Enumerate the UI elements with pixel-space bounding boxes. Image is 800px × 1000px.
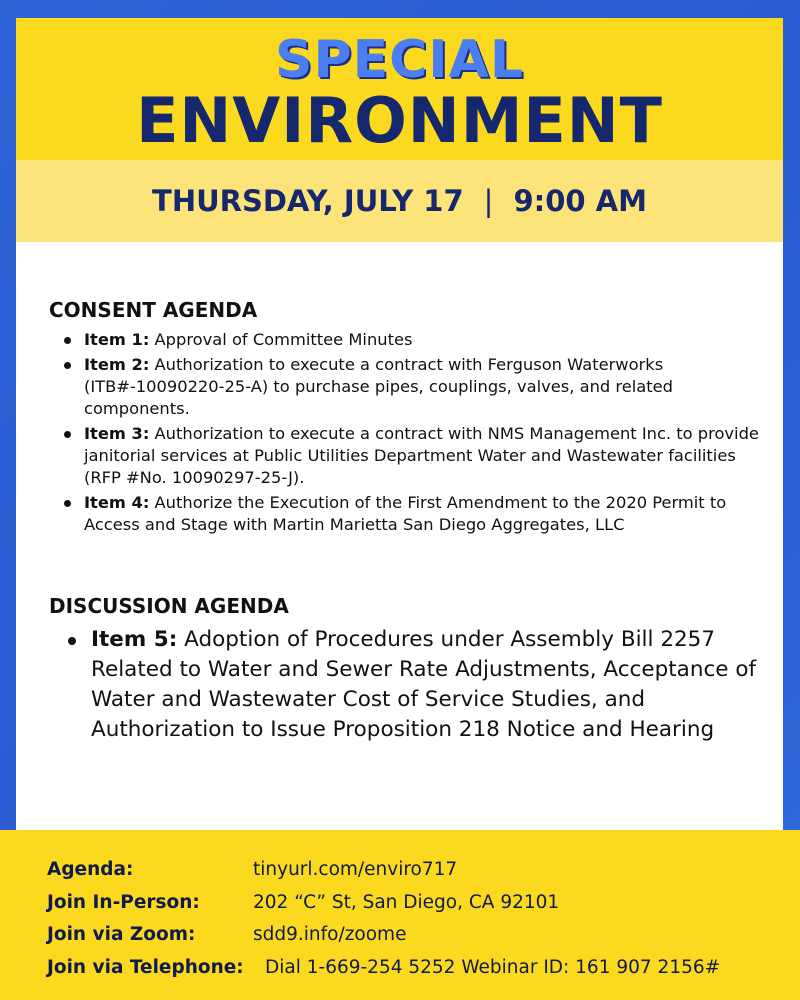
agenda-item-4: [64, 492, 764, 536]
agenda-content: [16, 242, 783, 830]
zoom-link[interactable]: sdd9.info/zoome: [253, 924, 407, 945]
agenda-item-text: Adoption of Procedures under Assembly Bill 2257 Related to Water and Sewer Rate Adjustments, Acceptance of Water and Wastewater Cost of Service Studies, and Authorization to Issue Proposition 218 Notice and Hearing: [91, 627, 757, 742]
in-person-label: Join In-Person:: [47, 892, 200, 913]
agenda-item-text: Authorize the Execution of the First Amendment to the 2020 Permit to Access and Stage with Martin Marietta San Diego Aggregates, LLC: [84, 493, 727, 534]
agenda-item-1: [64, 329, 764, 351]
agenda-item-label: Item 5:: [91, 627, 178, 652]
title-special: SPECIAL: [275, 30, 524, 90]
agenda-item-2: [64, 354, 764, 420]
consent-agenda-heading: CONSENT AGENDA: [49, 298, 258, 322]
agenda-item-label: Item 3:: [84, 424, 150, 443]
date-time-separator: |: [483, 184, 494, 218]
telephone-label: Join via Telephone:: [47, 957, 244, 978]
telephone-details: Dial 1-669-254 5252 Webinar ID: 161 907 2156#: [265, 957, 721, 978]
meeting-time: 9:00 AM: [513, 184, 647, 218]
meeting-date: THURSDAY, JULY 17: [152, 184, 464, 218]
agenda-item-label: Item 4:: [84, 493, 150, 512]
in-person-address: 202 “C” St, San Diego, CA 92101: [253, 892, 560, 913]
date-time-bar: [16, 160, 783, 242]
agenda-item-text: Authorization to execute a contract with Ferguson Waterworks (ITB#-10090220-25-A) to purchase pipes, couplings, valves, and related components.: [84, 355, 674, 418]
discussion-agenda-list: [66, 625, 766, 745]
agenda-item-text: Approval of Committee Minutes: [149, 330, 413, 349]
agenda-item-label: Item 1:: [84, 330, 150, 349]
agenda-item-5: [66, 625, 766, 745]
agenda-item-label: Item 2:: [84, 355, 150, 374]
agenda-item-text: Authorization to execute a contract with NMS Management Inc. to provide janitorial services at Public Utilities Department Water and Wastewater facilities (RFP #No. 10090297-25-J).: [84, 424, 759, 487]
agenda-item-3: [64, 423, 764, 489]
title-environment: ENVIRONMENT: [136, 84, 663, 157]
meeting-info-footer: [0, 830, 800, 1000]
agenda-label: Agenda:: [47, 859, 134, 880]
discussion-agenda-heading: DISCUSSION AGENDA: [49, 594, 289, 618]
agenda-link[interactable]: tinyurl.com/enviro717: [253, 859, 458, 880]
consent-agenda-list: [64, 329, 764, 539]
title-banner: [16, 18, 783, 160]
zoom-label: Join via Zoom:: [47, 924, 196, 945]
